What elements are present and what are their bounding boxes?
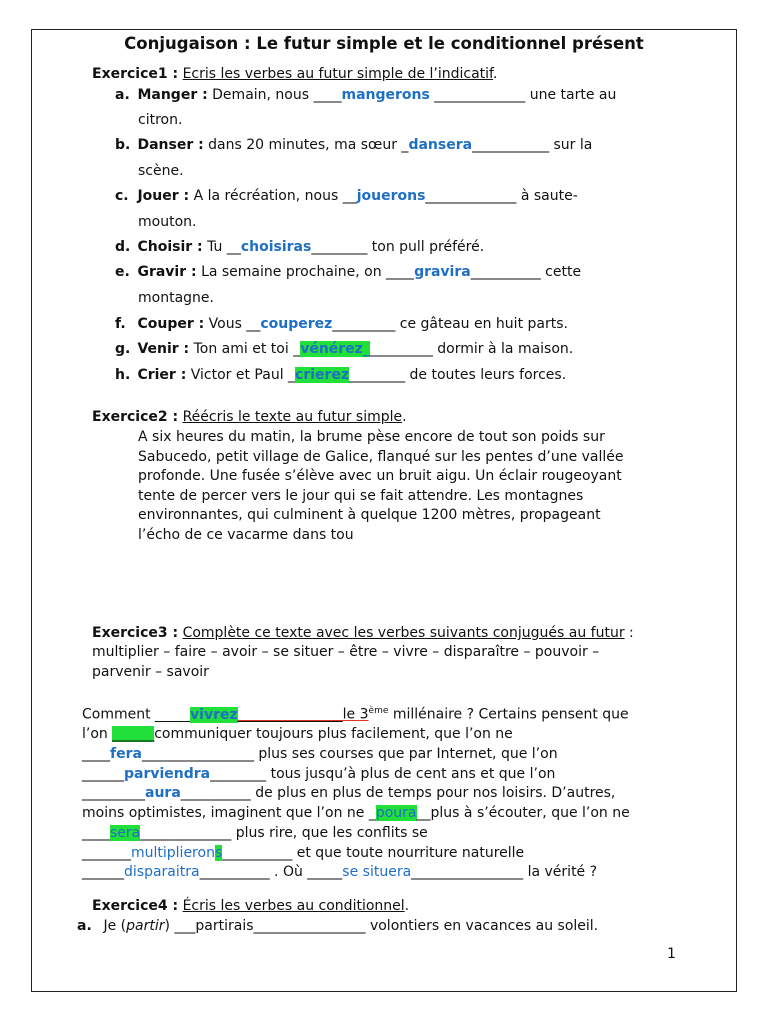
list-item (115, 188, 578, 204)
item-verb: Choisir : (137, 239, 203, 255)
exercise2-label: Exercice2 : (92, 409, 179, 425)
item-marker: e. (115, 264, 130, 280)
answer-highlighted: poura (375, 805, 417, 822)
item-text-post: ) ___partirais________________ volontiers en vacances au soleil. (164, 918, 599, 934)
list-item (115, 316, 568, 332)
list-item (115, 87, 616, 103)
item-continuation: montagne. (138, 290, 214, 306)
item-continuation: scène. (138, 163, 184, 179)
answer-highlighted: s (214, 844, 223, 861)
item-answer: gravira (414, 264, 471, 280)
exercise1-heading: Exercice1 : Ecris les verbes au futur simple de l’indicatif. (92, 66, 498, 82)
answer-highlighted: vivrez (190, 706, 238, 723)
list-item (115, 264, 581, 280)
item-marker: d. (115, 239, 131, 255)
text-line: l’écho de ce vacarme dans tou (138, 526, 354, 543)
item-text-pre: Victor et Paul _ (190, 367, 296, 383)
item-verb: Danser : (137, 137, 204, 153)
item-marker: g. (115, 341, 131, 357)
item-text-post: ________ ton pull préféré. (311, 239, 485, 255)
answer: aura (145, 785, 181, 802)
item-verb: Venir : (137, 341, 190, 357)
item-text-post: _________ dormir à la maison. (369, 341, 574, 357)
item-text-pre: A la récréation, nous __ (193, 188, 357, 204)
text-line: Sabucedo, petit village de Galice, flanqué sur les pentes d’une vallée (138, 448, 624, 465)
item-marker: a. (115, 87, 130, 103)
text-line: ____sera_____________ plus rire, que les conflits se (82, 824, 428, 841)
list-item (115, 367, 566, 383)
exercise3-text (82, 702, 694, 883)
exercise1-label: Exercice1 : (92, 66, 179, 82)
item-verb: Couper : (137, 316, 205, 332)
item-text-post: ___________ sur la (472, 137, 593, 153)
item-marker: b. (115, 137, 131, 153)
item-text-pre: Je ( (103, 918, 127, 934)
item-text-post: _________ ce gâteau en huit parts. (332, 316, 568, 332)
verb-list-line2: parvenir – savoir (92, 664, 209, 680)
answer: se situera (342, 864, 412, 881)
exercise3-label: Exercice3 : (92, 625, 179, 641)
item-verb: Manger : (137, 87, 208, 103)
text-line: _______multiplierons__________ et que toute nourriture naturelle (82, 844, 525, 861)
item-continuation: mouton. (138, 214, 197, 230)
exercise4-heading: Exercice4 : Écris les verbes au conditionnel. (92, 898, 410, 914)
item-answer-highlighted: crierez (295, 367, 350, 383)
item-text-pre: Vous __ (208, 316, 261, 332)
item-answer: dansera (408, 137, 473, 153)
exercise4-instruction: Écris les verbes au conditionnel (182, 898, 405, 914)
text-line: ______disparaitra__________ . Où _____se situera________________ la vérité ? (82, 864, 598, 881)
exercise4-label: Exercice4 : (92, 898, 179, 914)
exercise2-instruction: Réécris le texte au futur simple (182, 409, 403, 425)
exercise1-instruction: Ecris les verbes au futur simple de l’indicatif (182, 66, 493, 82)
text-line: moins optimistes, imaginent que l’on ne _poura__plus à s’écouter, que l’on ne (82, 805, 630, 822)
item-verb: partir (126, 918, 165, 934)
list-item (77, 918, 598, 934)
verb-list-line1: multiplier – faire – avoir – se situer – être – vivre – disparaître – pouvoir – (92, 644, 600, 660)
text-line: ______parviendra________ tous jusqu’à plus de cent ans et que l’on (82, 765, 556, 782)
item-text-post: _____________ une tarte au (429, 87, 617, 103)
item-marker: h. (115, 367, 131, 383)
item-verb: Jouer : (137, 188, 190, 204)
item-marker: c. (115, 188, 129, 204)
answer-highlighted: sera (110, 824, 141, 841)
item-continuation: citron. (138, 112, 183, 128)
answer: multiplieron (131, 844, 215, 861)
item-answer: choisiras (240, 239, 312, 255)
item-verb: Gravir : (137, 264, 197, 280)
exercise3-instruction: Complète ce texte avec les verbes suivants conjugués au futur (182, 625, 625, 641)
text-line: _________aura__________ de plus en plus de temps pour nos loisirs. D’autres, (82, 785, 616, 802)
page-title: Conjugaison : Le futur simple et le conditionnel présent (124, 34, 644, 53)
text-line: environnantes, qui culminent à quelque 1200 mètres, propageant (138, 507, 601, 523)
item-answer: mangerons (341, 87, 430, 103)
item-text-pre: Ton ami et toi _ (193, 341, 301, 357)
text-line: A six heures du matin, la brume pèse encore de tout son poids sur (138, 429, 605, 445)
item-answer: jouerons (356, 188, 426, 204)
answer: parviendra (124, 765, 211, 782)
text-line: l’on ______communiquer toujours plus facilement, que l’on ne (82, 726, 513, 743)
item-verb: Crier : (137, 367, 187, 383)
text-line: profonde. Une fusée s’élève avec un bruit aigu. Un éclair rougeoyant (138, 468, 622, 484)
text-line: ____fera________________ plus ses courses que par Internet, que l’on (82, 746, 558, 763)
item-text-post: ________ de toutes leurs forces. (349, 367, 567, 383)
answer: disparaitra (124, 864, 200, 881)
exercise2-text (138, 428, 624, 545)
item-text-pre: dans 20 minutes, ma sœur _ (208, 137, 409, 153)
exercise2-heading: Exercice2 : Réécris le texte au futur simple. (92, 409, 407, 425)
list-item (115, 137, 592, 153)
page-number: 1 (667, 946, 676, 962)
list-item (115, 341, 573, 357)
item-text-pre: La semaine prochaine, on ____ (201, 264, 415, 280)
item-text-post: _____________ à saute- (425, 188, 578, 204)
item-marker: f. (115, 316, 126, 332)
item-text-pre: Tu __ (207, 239, 241, 255)
item-answer-highlighted: vénérez_ (300, 341, 370, 357)
item-answer: couperez (260, 316, 333, 332)
exercise3-heading: Exercice3 : Complète ce texte avec les verbes suivants conjugués au futur : (92, 625, 634, 641)
list-item (115, 239, 484, 255)
item-text-pre: Demain, nous ____ (212, 87, 342, 103)
item-marker: a. (77, 918, 92, 934)
answer: fera (110, 746, 142, 763)
item-text-post: __________ cette (470, 264, 582, 280)
answer-highlighted: ______ (112, 726, 155, 743)
text-line: Comment _____vivrez_______________le 3ème millénaire ? Certains pensent que (82, 706, 629, 723)
text-line: tente de percer vers le jour qui se fait attendre. Les montagnes (138, 487, 584, 504)
